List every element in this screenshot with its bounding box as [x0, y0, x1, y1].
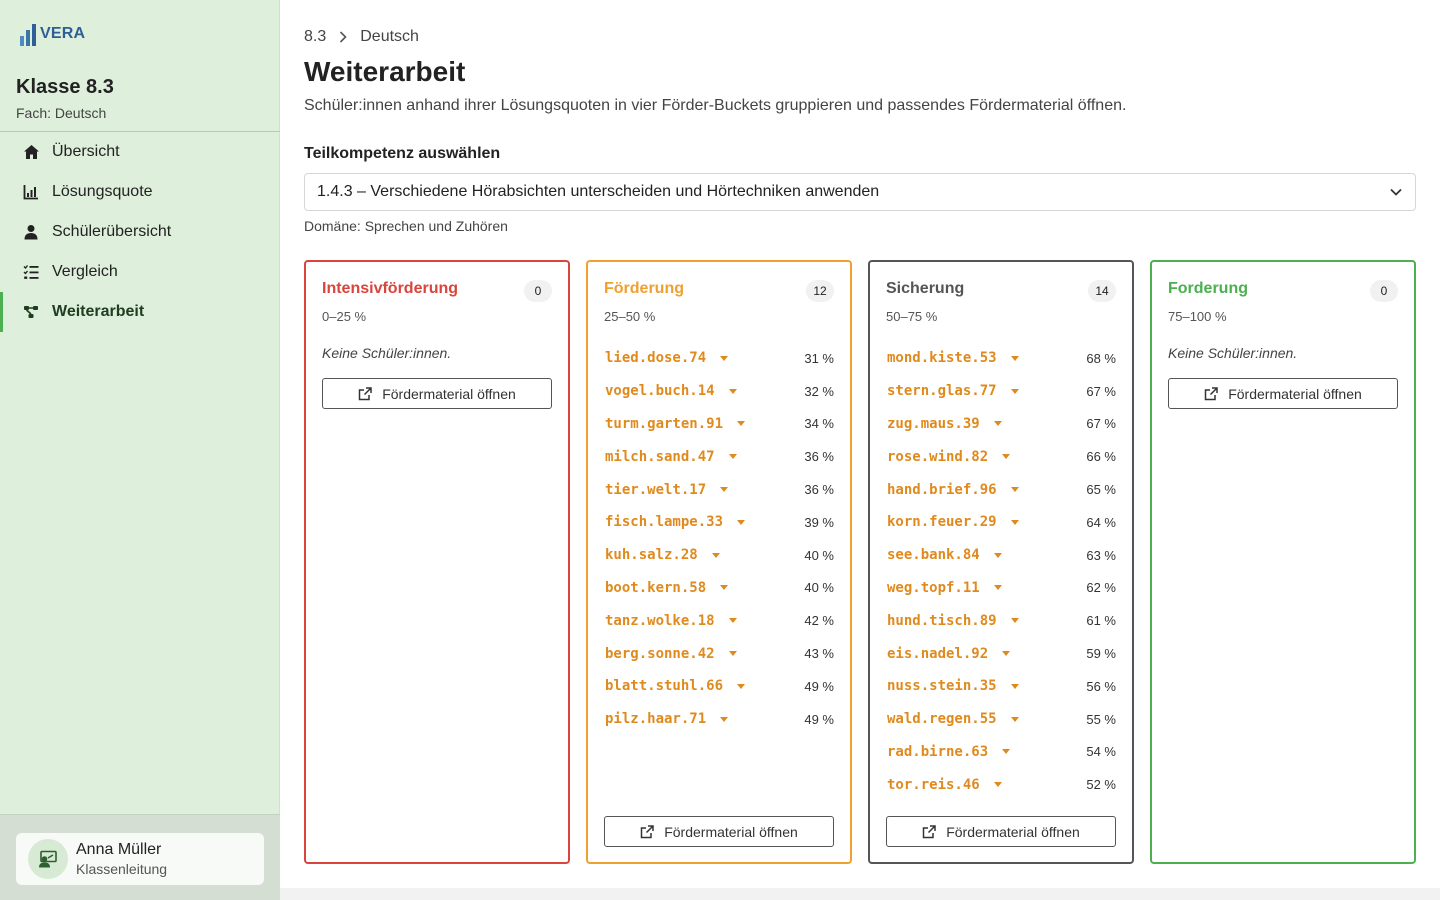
student-code: nuss.stein.35 — [887, 678, 997, 695]
student-row — [886, 408, 1116, 441]
bucket-count-badge: 14 — [1088, 280, 1116, 302]
open-material-button[interactable] — [1168, 378, 1398, 409]
caret-down-icon — [1011, 618, 1019, 623]
student-row — [604, 408, 834, 441]
student-row — [604, 375, 834, 408]
open-material-button-label: Fördermaterial öffnen — [664, 823, 798, 840]
open-material-button-label: Fördermaterial öffnen — [1228, 385, 1362, 402]
student-code: hund.tisch.89 — [887, 612, 997, 629]
student-row — [886, 604, 1116, 637]
student-code-dropdown[interactable] — [886, 613, 1019, 629]
caret-down-icon — [729, 389, 737, 394]
main-content — [280, 0, 1440, 888]
student-percentage: 40 % — [804, 580, 834, 596]
student-row — [604, 703, 834, 736]
chevron-right-icon — [338, 31, 348, 43]
student-code: weg.topf.11 — [887, 579, 980, 596]
student-code: rad.birne.63 — [887, 743, 989, 760]
student-code: vogel.buch.14 — [605, 383, 715, 400]
external-link-icon — [358, 387, 372, 401]
sidebar-item-uebersicht[interactable] — [0, 132, 280, 172]
student-code-dropdown[interactable] — [604, 416, 745, 432]
caret-down-icon — [1002, 454, 1010, 459]
caret-down-icon — [720, 487, 728, 492]
bucket-count-badge: 0 — [524, 280, 552, 302]
sidebar-item-label: Übersicht — [52, 143, 120, 160]
student-row — [886, 736, 1116, 769]
chevron-down-icon — [1389, 187, 1403, 197]
student-code-dropdown[interactable] — [886, 547, 1002, 563]
student-code: kuh.salz.28 — [605, 547, 698, 564]
bucket-title: Forderung — [1168, 280, 1248, 297]
sidebar-item-weiterarbeit[interactable] — [0, 292, 280, 332]
caret-down-icon — [729, 454, 737, 459]
student-percentage: 40 % — [804, 547, 834, 563]
student-percentage: 34 % — [804, 416, 834, 432]
student-percentage: 62 % — [1086, 580, 1116, 596]
breadcrumb-subject: Deutsch — [360, 28, 419, 45]
student-percentage: 66 % — [1086, 449, 1116, 465]
student-code-dropdown[interactable] — [886, 449, 1010, 465]
person-icon — [22, 223, 40, 241]
student-code-dropdown[interactable] — [886, 350, 1019, 366]
student-code: korn.feuer.29 — [887, 514, 997, 531]
sidebar-item-loesungsquote[interactable] — [0, 172, 280, 212]
student-code-dropdown[interactable] — [604, 383, 737, 399]
student-percentage: 42 % — [804, 613, 834, 629]
breadcrumb-class[interactable]: 8.3 — [304, 28, 327, 45]
student-list — [604, 342, 834, 736]
student-row — [886, 539, 1116, 572]
student-code: fisch.lampe.33 — [605, 514, 724, 531]
external-link-icon — [640, 825, 654, 839]
student-percentage: 59 % — [1086, 646, 1116, 662]
bucket-empty-text: Keine Schüler:innen. — [1168, 345, 1298, 361]
student-percentage: 67 % — [1086, 383, 1116, 399]
bucket-intensivfoerderung — [304, 260, 570, 864]
open-material-button[interactable] — [604, 816, 834, 847]
student-percentage: 31 % — [804, 350, 834, 366]
student-code-dropdown[interactable] — [604, 514, 745, 530]
bucket-range: 0–25 % — [322, 309, 367, 324]
hierarchy-icon — [22, 303, 40, 321]
external-link-icon — [922, 825, 936, 839]
student-code: zug.maus.39 — [887, 415, 980, 432]
student-code-dropdown[interactable] — [886, 646, 1010, 662]
student-code: berg.sonne.42 — [605, 645, 715, 662]
student-row — [604, 506, 834, 539]
caret-down-icon — [1002, 651, 1010, 656]
student-code: pilz.haar.71 — [605, 711, 707, 728]
breadcrumb — [304, 28, 419, 46]
student-code-dropdown[interactable] — [604, 580, 728, 596]
student-percentage: 61 % — [1086, 613, 1116, 629]
bucket-range: 25–50 % — [604, 309, 656, 324]
caret-down-icon — [994, 585, 1002, 590]
open-material-button[interactable] — [322, 378, 552, 409]
student-percentage: 65 % — [1086, 482, 1116, 498]
class-title: Klasse 8.3 — [16, 76, 114, 98]
student-percentage: 36 % — [804, 449, 834, 465]
bottom-strip — [280, 888, 1440, 900]
bucket-empty-text: Keine Schüler:innen. — [322, 345, 452, 361]
sidebar-item-label: Weiterarbeit — [52, 303, 145, 320]
student-code: mond.kiste.53 — [887, 350, 997, 367]
student-code-dropdown[interactable] — [886, 777, 1002, 793]
domain-text: Domäne: Sprechen und Zuhören — [304, 218, 508, 234]
bucket-forderung — [1150, 260, 1416, 864]
user-panel — [0, 814, 280, 900]
caret-down-icon — [729, 651, 737, 656]
sidebar-item-label: Schülerübersicht — [52, 223, 172, 240]
student-percentage: 52 % — [1086, 777, 1116, 793]
open-material-button[interactable] — [886, 816, 1116, 847]
bucket-sicherung — [868, 260, 1134, 864]
student-code: tor.reis.46 — [887, 776, 980, 793]
student-percentage: 55 % — [1086, 711, 1116, 727]
app-logo[interactable] — [20, 22, 85, 46]
student-code: hand.brief.96 — [887, 481, 997, 498]
student-code-dropdown[interactable] — [604, 449, 737, 465]
student-code-dropdown[interactable] — [886, 580, 1002, 596]
caret-down-icon — [1011, 356, 1019, 361]
student-code-dropdown[interactable] — [886, 416, 1002, 432]
caret-down-icon — [1011, 684, 1019, 689]
student-percentage: 32 % — [804, 383, 834, 399]
student-code-dropdown[interactable] — [886, 744, 1010, 760]
caret-down-icon — [720, 585, 728, 590]
sidebar-nav — [0, 132, 280, 332]
class-subject: Fach: Deutsch — [16, 105, 107, 121]
external-link-icon — [1204, 387, 1218, 401]
bar-chart-logo-icon — [20, 22, 36, 46]
student-list — [886, 342, 1116, 801]
student-percentage: 56 % — [1086, 678, 1116, 694]
student-code-dropdown[interactable] — [604, 547, 720, 563]
bucket-range: 75–100 % — [1168, 309, 1227, 324]
list-check-icon — [22, 263, 40, 281]
bucket-title: Förderung — [604, 280, 684, 297]
student-code: see.bank.84 — [887, 547, 980, 564]
student-code: tanz.wolke.18 — [605, 612, 715, 629]
caret-down-icon — [994, 782, 1002, 787]
caret-down-icon — [737, 520, 745, 525]
caret-down-icon — [1002, 749, 1010, 754]
open-material-button-label: Fördermaterial öffnen — [382, 385, 516, 402]
student-percentage: 63 % — [1086, 547, 1116, 563]
student-percentage: 39 % — [804, 514, 834, 530]
teacher-icon — [38, 850, 58, 868]
student-code-dropdown[interactable] — [886, 383, 1019, 399]
student-row — [604, 440, 834, 473]
sidebar-item-label: Vergleich — [52, 263, 118, 280]
caret-down-icon — [1011, 520, 1019, 525]
caret-down-icon — [712, 553, 720, 558]
caret-down-icon — [720, 356, 728, 361]
student-percentage: 54 % — [1086, 744, 1116, 760]
sidebar-item-vergleich[interactable] — [0, 252, 280, 292]
caret-down-icon — [1011, 487, 1019, 492]
student-percentage: 49 % — [804, 711, 834, 727]
student-row — [604, 342, 834, 375]
caret-down-icon — [720, 717, 728, 722]
student-row — [886, 375, 1116, 408]
competence-select-value: 1.4.3 – Verschiedene Hörabsichten unterscheiden und Hörtechniken anwenden — [317, 183, 880, 200]
student-percentage: 49 % — [804, 678, 834, 694]
student-percentage: 36 % — [804, 482, 834, 498]
sidebar-item-label: Lösungsquote — [52, 183, 153, 200]
student-row — [886, 506, 1116, 539]
caret-down-icon — [994, 421, 1002, 426]
caret-down-icon — [737, 684, 745, 689]
student-row — [886, 703, 1116, 736]
user-card[interactable] — [16, 833, 264, 885]
student-row — [886, 572, 1116, 605]
student-percentage: 64 % — [1086, 514, 1116, 530]
student-percentage: 67 % — [1086, 416, 1116, 432]
caret-down-icon — [1011, 389, 1019, 394]
open-material-button-label: Fördermaterial öffnen — [946, 823, 1080, 840]
student-code: turm.garten.91 — [605, 415, 724, 432]
student-row — [604, 572, 834, 605]
student-code-dropdown[interactable] — [604, 646, 737, 662]
user-role: Klassenleitung — [76, 861, 168, 877]
caret-down-icon — [1011, 717, 1019, 722]
bucket-count-badge: 12 — [806, 280, 834, 302]
student-code: eis.nadel.92 — [887, 645, 989, 662]
student-row — [886, 342, 1116, 375]
student-code-dropdown[interactable] — [604, 482, 728, 498]
student-code-dropdown[interactable] — [604, 678, 745, 694]
caret-down-icon — [729, 618, 737, 623]
student-percentage: 68 % — [1086, 350, 1116, 366]
competence-select[interactable] — [304, 173, 1416, 211]
student-code: wald.regen.55 — [887, 711, 997, 728]
bucket-range: 50–75 % — [886, 309, 938, 324]
bucket-foerderung — [586, 260, 852, 864]
user-name: Anna Müller — [76, 841, 162, 858]
student-row — [604, 539, 834, 572]
student-code: boot.kern.58 — [605, 579, 707, 596]
student-code: blatt.stuhl.66 — [605, 678, 724, 695]
bucket-count-badge: 0 — [1370, 280, 1398, 302]
student-code: rose.wind.82 — [887, 448, 989, 465]
page-title: Weiterarbeit — [304, 56, 466, 87]
caret-down-icon — [737, 421, 745, 426]
sidebar — [0, 0, 280, 900]
student-code-dropdown[interactable] — [604, 350, 728, 366]
student-percentage: 43 % — [804, 646, 834, 662]
student-row — [886, 473, 1116, 506]
student-code-dropdown[interactable] — [604, 711, 728, 727]
student-row — [604, 604, 834, 637]
student-code: lied.dose.74 — [605, 350, 707, 367]
student-code: milch.sand.47 — [605, 448, 715, 465]
student-row — [604, 670, 834, 703]
student-code-dropdown[interactable] — [604, 613, 737, 629]
student-row — [604, 637, 834, 670]
student-code: stern.glas.77 — [887, 383, 997, 400]
student-row — [886, 637, 1116, 670]
logo-text: VERA — [40, 25, 86, 42]
caret-down-icon — [994, 553, 1002, 558]
sidebar-item-schueleruebersicht[interactable] — [0, 212, 280, 252]
bucket-title: Sicherung — [886, 280, 965, 297]
student-code-dropdown[interactable] — [886, 482, 1019, 498]
home-icon — [22, 143, 40, 161]
student-code-dropdown[interactable] — [886, 514, 1019, 530]
student-row — [886, 768, 1116, 801]
bar-chart-icon — [22, 183, 40, 201]
student-row — [886, 440, 1116, 473]
page-description: Schüler:innen anhand ihrer Lösungsquoten in vier Förder-Buckets gruppieren und passendes Fördermaterial öffnen. — [304, 97, 1127, 114]
student-row — [604, 473, 834, 506]
student-code: tier.welt.17 — [605, 481, 707, 498]
student-code-dropdown[interactable] — [886, 711, 1019, 727]
student-code-dropdown[interactable] — [886, 678, 1019, 694]
avatar — [28, 839, 68, 879]
bucket-title: Intensivförderung — [322, 280, 459, 297]
student-row — [886, 670, 1116, 703]
competence-select-label: Teilkompetenz auswählen — [304, 145, 501, 162]
